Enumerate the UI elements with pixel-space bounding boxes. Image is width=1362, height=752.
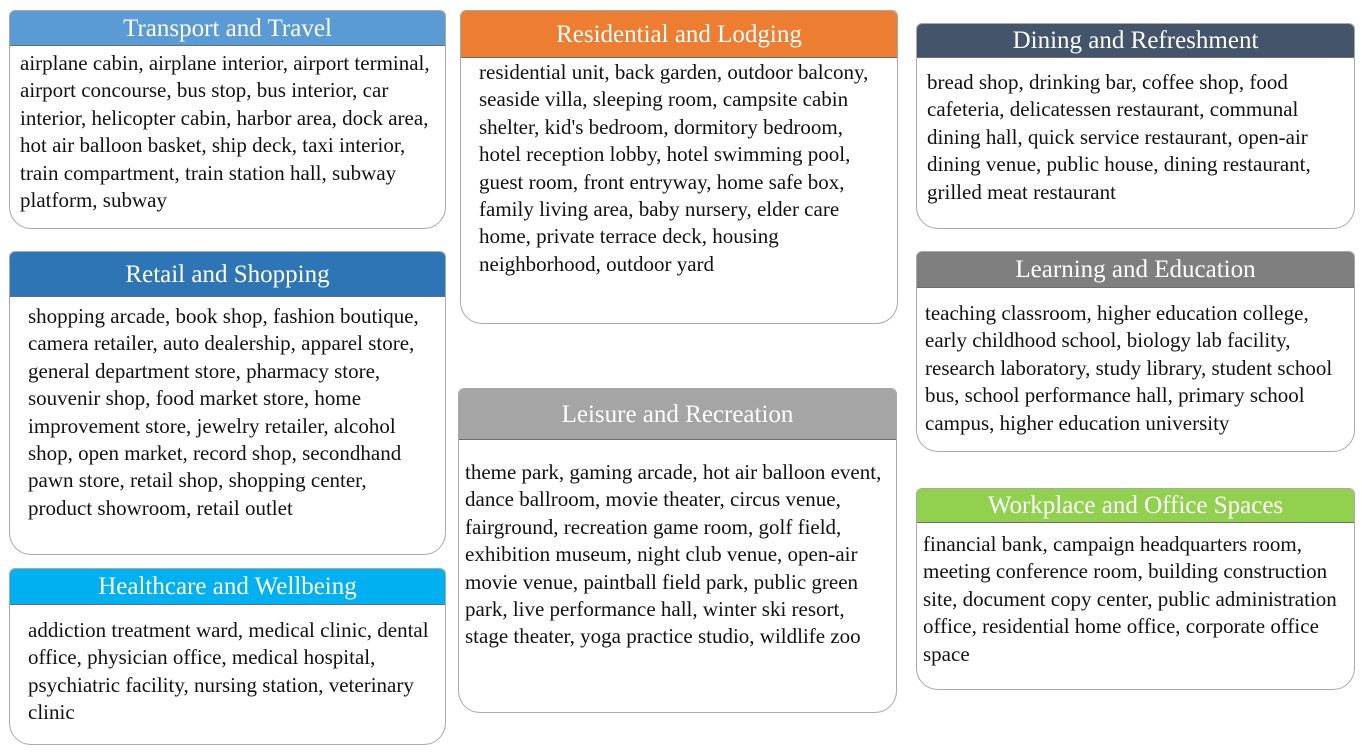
category-header: [459, 389, 896, 440]
category-header: [461, 11, 897, 58]
category-items: teaching classroom, higher education college, early childhood school, biology lab facility, research laboratory, study library, student school bus, school performance hall, primary school campus, higher education university: [925, 301, 1333, 435]
category-title: Transport and Travel: [123, 14, 332, 42]
category-title: Residential and Lodging: [556, 20, 802, 48]
category-header: [10, 11, 445, 46]
category-title: Learning and Education: [1015, 256, 1256, 283]
category-card-retail-and-shopping: [9, 251, 446, 555]
category-items: addiction treatment ward, medical clinic, dental office, physician office, medical hospital, psychiatric facility, nursing station, veterinary clinic: [28, 618, 429, 725]
category-title: Retail and Shopping: [125, 260, 330, 288]
category-items: financial bank, campaign headquarters room, meeting conference room, building construction site, document copy center, public administration office, residential home office, corporate office space: [923, 532, 1337, 666]
category-items: airplane cabin, airplane interior, airport terminal, airport concourse, bus stop, bus interior, car interior, helicopter cabin, harbor area, dock area, hot air balloon basket, ship deck, taxi interior, train compartment, train station hall, subway platform, subway: [20, 51, 430, 213]
category-card-dining-and-refreshment: [916, 23, 1355, 229]
category-card-learning-and-education: [916, 251, 1355, 452]
category-items: shopping arcade, book shop, fashion boutique, camera retailer, auto dealership, apparel store, general department store, pharmacy store, souvenir shop, food market store, home improvement store, jewelry retailer, alcohol shop, open market, record shop, secondhand pawn store, retail shop, shopping center, product showroom, retail outlet: [28, 304, 419, 520]
category-items: theme park, gaming arcade, hot air balloon event, dance ballroom, movie theater, circus venue, fairground, recreation game room, golf field, exhibition museum, night club venue, open-air movie venue, paintball field park, public green park, live performance hall, winter ski resort, stage theater, yoga practice studio, wildlife zoo: [465, 460, 882, 649]
category-card-residential-and-lodging: [460, 10, 898, 324]
category-header: [10, 252, 445, 297]
category-title: Dining and Refreshment: [1012, 27, 1259, 54]
category-title: Workplace and Office Spaces: [987, 492, 1284, 519]
category-header: [917, 252, 1354, 288]
category-items: residential unit, back garden, outdoor balcony, seaside villa, sleeping room, campsite cabin shelter, kid's bedroom, dormitory bedroom, hotel reception lobby, hotel swimming pool, guest room, front entryway, home safe box, family living area, baby nursery, elder care home, private terrace deck, housing neighborhood, outdoor yard: [479, 60, 869, 276]
category-card-workplace-and-office-spaces: [916, 488, 1355, 690]
category-header: [917, 24, 1354, 58]
category-card-transport-and-travel: [9, 10, 446, 229]
category-header: [917, 489, 1354, 523]
category-card-healthcare-and-wellbeing: [9, 568, 446, 745]
category-card-leisure-and-recreation: [458, 388, 897, 713]
category-title: Healthcare and Wellbeing: [98, 573, 357, 600]
category-items: bread shop, drinking bar, coffee shop, food cafeteria, delicatessen restaurant, communal dining hall, quick service restaurant, open-air dining venue, public house, dining restaurant, grilled meat restaurant: [927, 70, 1311, 204]
category-header: [10, 569, 445, 605]
category-title: Leisure and Recreation: [561, 400, 794, 428]
